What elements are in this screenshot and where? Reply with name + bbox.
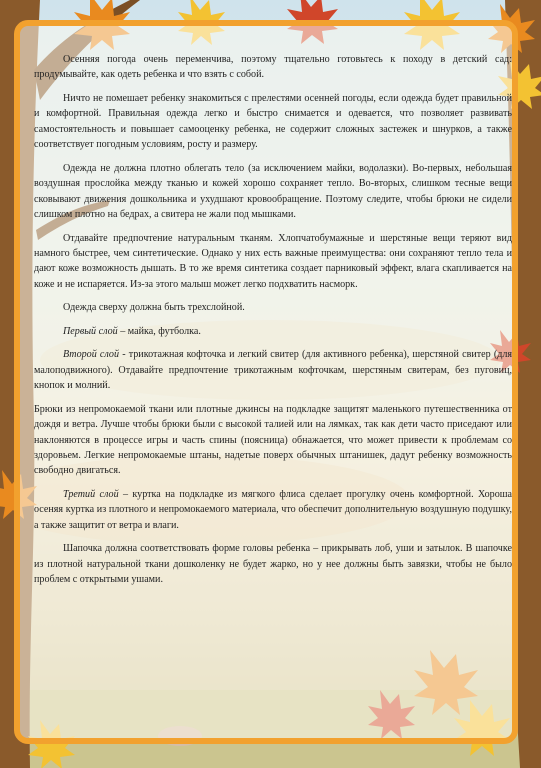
paragraph [34, 347, 512, 393]
paragraph-text: Отдавайте предпочтение натуральным тканям. Хлопчатобумажные и шерстяные вещи теряют вид намного быстрее, чем синтетические. Однако у них есть важные преимущества: они сохраняют тепло тела и дают коже возможность дышать. В то же время синтетика создает парниковый эффект, влага скапливается на коже и не испаряется. Из-за этого малыш может легко подхватить насморк. [34, 232, 512, 290]
paragraph [34, 487, 512, 533]
paragraph [34, 161, 512, 223]
paragraph [34, 402, 512, 479]
layer-title: Второй слой [63, 349, 120, 361]
document-body [34, 52, 512, 588]
paragraph-text: Брюки из непромокаемой ткани или плотные джинсы на подкладке защитят маленького путешественника от дождя и ветра. Лучше чтобы брюки были с высокой талией или на лямках, так как дети часто приседают или наклоняются в процессе игры и часть спины (поясница) обнажается, что может привести к проблемам со здоровьем. Легкие непромокаемые штаны, надетые поверх обычных штанишек, дадут ребенку возможность свободно двигаться. [34, 403, 512, 477]
paragraph-text: Ничто не помешает ребенку знакомиться с прелестями осенней погоды, если одежда будет правильной и комфортной. Правильная одежда легко и быстро снимается и одевается, что позволяет развивать самостоятельность и повышает самооценку ребенка, не содержит сложных застежек и шнурков, а также соответствует погодным условиям, росту и размеру. [34, 92, 512, 151]
paragraph-text: Одежда сверху должна быть трехслойной. [63, 302, 245, 314]
layer-title: Третий слой [63, 488, 119, 500]
paragraph-text: Одежда не должна плотно облегать тело (за исключением майки, водолазки). Во-первых, небольшая воздушная прослойка между тканью и кожей хорошо сохраняет тепло. Во-вторых, слишком тесные вещи сковывают движения дошкольника и ухудшают кровообращение. Поэтому следите, чтобы брюки не сидели слишком плотно на бедрах, а свитера не жали под мышками. [34, 162, 512, 221]
paragraph-text: – куртка на подкладке из мягкого флиса сделает прогулку очень комфортной. Хороша осеняя куртка из плотного и непромокаемого материала, что обеспечит дополнительную воздушную подушку, а также защитит от ветра и влаги. [34, 488, 513, 531]
layer-title: Первый слой [63, 325, 118, 337]
paragraph [34, 52, 512, 83]
paragraph-text: – майка, футболка. [117, 325, 201, 337]
paragraph [34, 231, 512, 293]
paragraph-text: - трикотажная кофточка и легкий свитер (для активного ребенка), шерстяной свитер (для малоподвижного). Отдавайте предпочтение трикотажным кофточкам, шерстяным свитерам, без пуговиц, кнопок и молний. [34, 349, 513, 392]
paragraph [34, 300, 512, 315]
paragraph-text: Осенняя погода очень переменчива, поэтому тщательно готовьтесь к походу в детский сад: продумывайте, как одеть ребенка и что взять с собой. [34, 54, 512, 81]
paragraph-text: Шапочка должна соответствовать форме головы ребенка – прикрывать лоб, уши и затылок. В шапочке из плотной натуральной ткани дошколенку не будет жарко, но у нее должны быть завязки, чтобы не было проблем с открытыми ушами. [34, 543, 512, 586]
paragraph [34, 541, 512, 587]
paragraph [34, 324, 512, 339]
paragraph [34, 91, 512, 153]
